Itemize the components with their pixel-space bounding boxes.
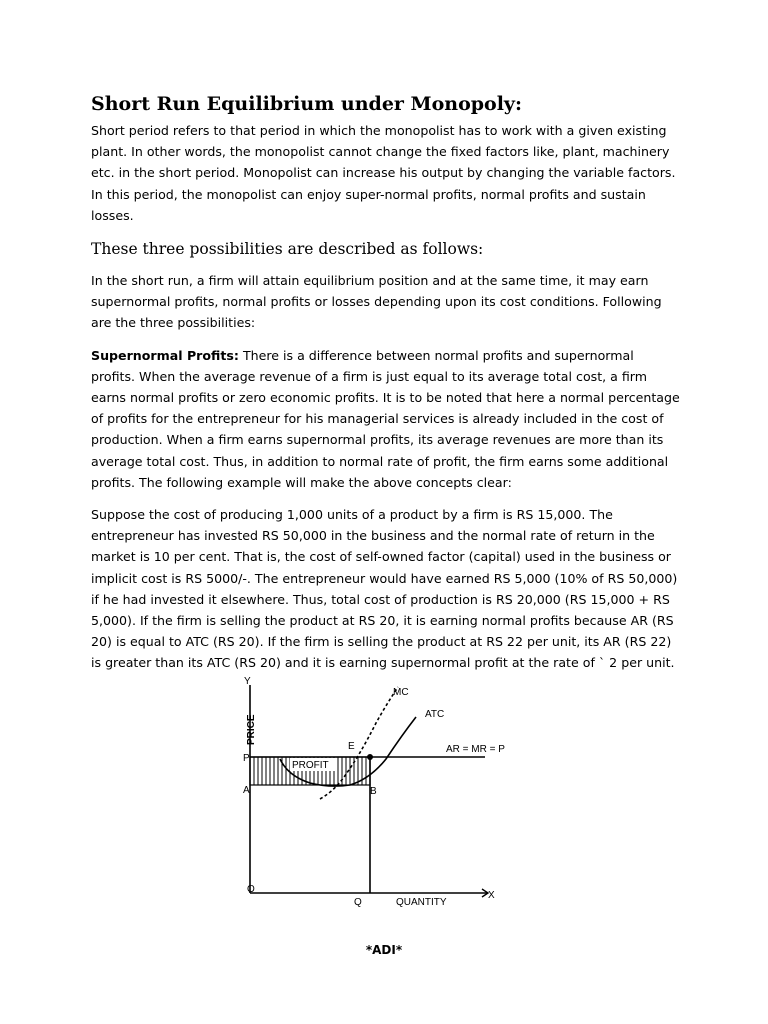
y-axis-label: Y xyxy=(244,676,251,687)
equilibrium-diagram xyxy=(230,673,510,913)
section-subheading: These three possibilities are described as follows: xyxy=(91,240,484,259)
possibilities-paragraph: In the short run, a firm will attain equilibrium position and at the same time, it may earn supernormal profits, normal profits or losses depending upon its cost conditions. Following are the three possibilities: xyxy=(91,273,662,331)
ar-mr-p-label: AR = MR = P xyxy=(446,744,505,755)
p-axis-label: P xyxy=(243,753,250,764)
page-footer: *ADI* xyxy=(365,943,403,957)
origin-label: O xyxy=(247,884,255,895)
document-body xyxy=(91,92,681,685)
supernormal-paragraph xyxy=(91,345,681,493)
profit-region-label: PROFIT xyxy=(292,760,329,771)
example-paragraph: Suppose the cost of producing 1,000 units of a product by a firm is RS 15,000. The entrepreneur has invested RS 50,000 in the business and the normal rate of return in the market is 10 per cent. That is, the cost of self-owned factor (capital) used in the business or implicit cost is RS 5000/-. The entrepreneur would have earned RS 5,000 (10% of RS 50,000) if he had invested it elsewhere. Thus, total cost of production is RS 20,000 (RS 15,000 + RS 5,000). If the firm is selling the product at RS 20, it is earning normal profits because AR (RS 20) is equal to ATC (RS 20). If the firm is selling the product at RS 22 per unit, its AR (RS 22) is greater than its ATC (RS 20) and it is earning supernormal profit at the rate of ` 2 per unit. xyxy=(91,507,678,671)
q-axis-label: Q xyxy=(354,897,362,908)
point-e-label: E xyxy=(348,741,355,752)
intro-paragraph: Short period refers to that period in which the monopolist has to work with a given existing plant. In other words, the monopolist cannot change the fixed factors like, plant, machinery etc. in the short period. Monopolist can increase his output by changing the variable factors. In this period, the monopolist can enjoy super-normal profits, normal profits and sustain losses. xyxy=(91,123,676,223)
price-axis-label: PRICE xyxy=(246,714,257,745)
a-axis-label: A xyxy=(243,785,250,796)
quantity-axis-label: QUANTITY xyxy=(396,897,447,908)
atc-curve-label: ATC xyxy=(425,709,445,720)
mc-curve-label: MC xyxy=(393,687,409,698)
point-b-label: B xyxy=(370,786,377,797)
x-axis-letter: X xyxy=(488,890,495,901)
supernormal-body: There is a difference between normal profits and supernormal profits. When the average revenue of a firm is just equal to its average total cost, a firm earns normal profits or zero economic profits. It is to be noted that here a normal percentage of profits for the entrepreneur for his managerial services is already included in the cost of production. When a firm earns supernormal profits, its average revenues are more than its average total cost. Thus, in addition to normal rate of profit, the firm earns some additional profits. The following example will make the above concepts clear: xyxy=(91,347,680,490)
supernormal-lead: Supernormal Profits: xyxy=(91,347,239,363)
page-title: Short Run Equilibrium under Monopoly: xyxy=(91,93,522,115)
point-e xyxy=(367,754,373,760)
diagram-svg xyxy=(230,673,510,913)
